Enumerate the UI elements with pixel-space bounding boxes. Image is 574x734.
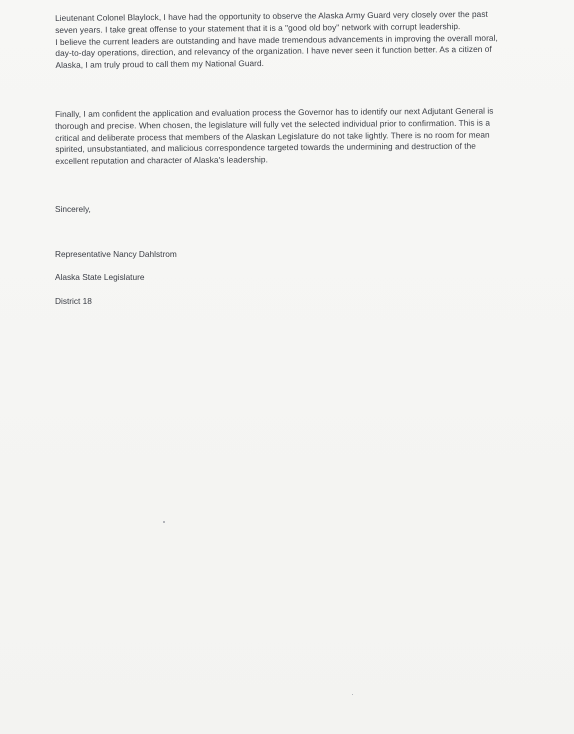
paragraph-2-line-4: spirited, unsubstantiated, and malicious correspondence targeted towards the undermining and destruction of the [55,141,476,155]
signature-district: District 18 [55,296,92,306]
paragraph-1-line-2: seven years. I take great offense to your statement that it is a "good old boy" network with corrupt leadership. [55,20,461,35]
letter-paragraph-1 [55,8,526,71]
letter-closing: Sincerely, [55,204,91,214]
paragraph-2-line-3: critical and deliberate process that members of the Alaskan Legislature do not take lightly. There is no room for mean [55,129,490,143]
paragraph-1-line-4: day-to-day operations, direction, and relevancy of the organization. I have never seen it function better. As a citizen of [55,44,492,59]
paragraph-1-line-1: Lieutenant Colonel Blaylock, I have had the opportunity to observe the Alaska Army Guard very closely over the past [55,8,488,23]
paragraph-1-line-3: I believe the current leaders are outstanding and have made tremendous advancements in improving the overall moral, [55,32,498,47]
scan-speck [163,521,165,523]
paragraph-1-line-5: Alaska, I am truly proud to call them my National Guard. [55,58,265,71]
letter-paragraph-2 [55,105,525,168]
paragraph-2-line-2: thorough and precise. When chosen, the legislature will fully vet the selected individual prior to confirmation. This is a [55,117,491,131]
scan-speck [352,694,353,695]
paragraph-2-line-5: excellent reputation and character of Alaska's leadership. [55,154,268,167]
signature-name: Representative Nancy Dahlstrom [55,249,177,259]
signature-organization: Alaska State Legislature [55,272,145,282]
paragraph-2-line-1: Finally, I am confident the application and evaluation process the Governor has to identify our next Adjutant General is [55,105,494,119]
